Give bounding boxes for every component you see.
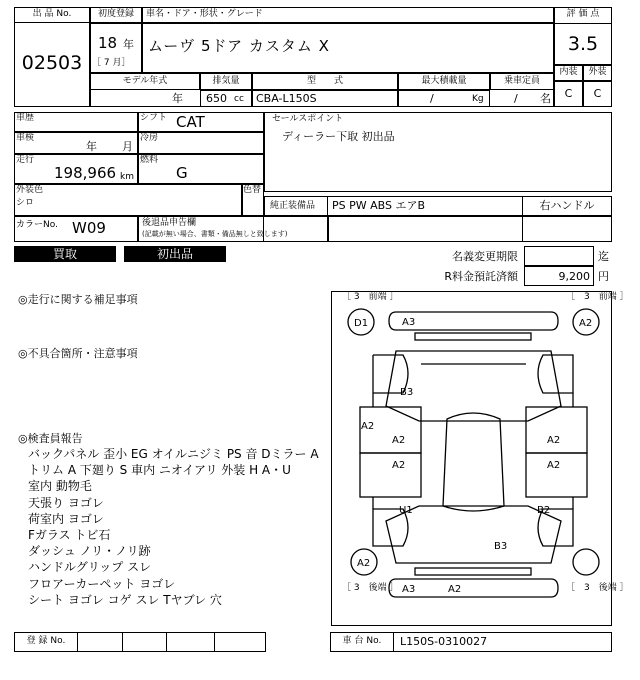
score-label: 評 価 点: [566, 9, 600, 19]
mark-left-quarter: U1: [399, 505, 413, 516]
divider: [122, 632, 123, 652]
tag-first-listing: 初出品: [124, 246, 226, 262]
driving-notes-label: ◎走行に関する補足事項: [18, 293, 138, 306]
divider: [522, 216, 523, 242]
model-year-label: モデル年式: [122, 76, 168, 86]
defect-notes-label: ◎不具合箇所・注意事項: [18, 347, 138, 360]
inspection-label: 車検: [16, 133, 35, 143]
max-load-label: 最大積載量: [421, 76, 467, 86]
aftermarket-entry-cell: [328, 216, 612, 242]
chassis-value: L150S-0310027: [400, 635, 488, 648]
inspector-line: 室内 動物毛: [28, 479, 92, 494]
inspector-line: ダッシュ ノリ・ノリ跡: [28, 544, 151, 559]
mark-right-rear-door: A2: [547, 460, 561, 471]
capacity-unit: 名: [540, 92, 551, 105]
lot-label: 出 品 No.: [32, 9, 72, 19]
load-slash: /: [430, 92, 434, 105]
equipment-value: PS PW ABS エアB: [332, 199, 426, 212]
lot-number: 02503: [21, 52, 83, 74]
tag-purchase: 買取: [14, 246, 116, 262]
score-value: 3.5: [567, 33, 599, 55]
mark-rear-panel: B3: [494, 541, 508, 552]
fuel-label: 燃料: [140, 155, 159, 165]
capacity-label: 乗車定員: [503, 76, 540, 86]
mark-rear-left-corner: A2: [357, 558, 371, 569]
color-no-label: カラーNo.: [16, 220, 58, 230]
history-label: 車歴: [16, 113, 35, 123]
mark-left-rear-door: A2: [392, 460, 406, 471]
steering-value: 右ハンドル: [539, 199, 595, 212]
interior-grade: C: [564, 87, 573, 100]
recycle-value: 9,200: [558, 270, 590, 283]
fuel-value: G: [176, 164, 188, 182]
ext-color-value: シロ: [16, 198, 35, 208]
inspector-line: フロアーカーペット ヨゴレ: [28, 576, 176, 591]
displacement-value: 650: [206, 92, 227, 105]
exterior-grade: C: [593, 87, 602, 100]
interior-label: 内装: [559, 67, 578, 77]
capacity-slash: /: [514, 92, 518, 105]
name-change-box: [524, 246, 594, 266]
mileage-unit: km: [120, 172, 134, 182]
displacement-label: 排気量: [212, 76, 240, 86]
car-name: ムーヴ 5ドア カスタム X: [148, 37, 330, 55]
inspector-line: トリム A 下廻り S 車内 ニオイアリ 外装 H A・U: [28, 463, 291, 478]
mark-right-quarter: B2: [537, 505, 551, 516]
mark-right-front-door: A2: [547, 435, 561, 446]
recycle-label: R料金預託済額: [444, 270, 518, 283]
repaint-label: 色替: [243, 185, 262, 195]
mark-front-bumper: A3: [402, 317, 416, 328]
displacement-unit: cc: [234, 94, 244, 104]
aftermarket-label: 後退品申告欄: [142, 218, 197, 228]
first-reg-month: ［ 7 月］: [92, 58, 131, 68]
ext-color-cell: [14, 184, 242, 216]
inspector-line: 天張り ヨゴレ: [28, 495, 104, 510]
inspector-line: Fガラス トビ石: [28, 528, 111, 543]
mark-front-left-corner: D1: [354, 318, 369, 329]
corner-label-tr: ［ 3 前端 ］: [566, 292, 629, 302]
mileage-value: 198,966: [54, 164, 117, 182]
inspection-year: 年: [86, 140, 97, 153]
sales-point-label: セールスポイント: [272, 114, 344, 124]
inspector-line: シート ヨゴレ コゲ スレ Tヤブレ 穴: [28, 592, 222, 607]
aftermarket-note: (記載が無い場合、書類・備品無しと致します): [142, 230, 288, 238]
shift-value: CAT: [176, 113, 205, 131]
model-code: CBA-L150S: [256, 92, 317, 105]
corner-label-br: ［ 3 後端 ］: [566, 583, 629, 593]
name-change-suffix: 迄: [598, 250, 609, 263]
mark-rear-bumper-left: A3: [402, 584, 416, 595]
mark-left-front-fender: B3: [400, 387, 414, 398]
chassis-label: 車 台 No.: [342, 636, 382, 646]
first-reg-label: 初度登録: [97, 9, 134, 19]
reg-no-label: 登 録 No.: [26, 636, 66, 646]
recycle-unit: 円: [598, 270, 609, 283]
ext-color-label: 外装色: [16, 185, 44, 195]
shift-label: シフト: [140, 113, 168, 123]
first-reg-year: 18: [98, 34, 118, 52]
corner-label-tl: ［ 3 前端 ］: [342, 292, 399, 302]
mark-front-right-corner: A2: [579, 318, 593, 329]
ac-label: 冷房: [140, 133, 159, 143]
equipment-label: 純正装備品: [270, 201, 316, 211]
exterior-label: 外装: [588, 67, 607, 77]
sales-point-text: ディーラー下取 初出品: [282, 130, 395, 143]
mark-rear-bumper-right: A2: [448, 584, 462, 595]
mark-left-front-door: A2: [392, 435, 406, 446]
color-no-value: W09: [72, 219, 106, 237]
damage-diagram: [331, 291, 629, 626]
corner-label-bl: ［ 3 後端 ］: [342, 583, 399, 593]
model-label: 型 式: [306, 76, 343, 86]
mileage-label: 走行: [16, 155, 35, 165]
inspector-line: 荷室内 ヨゴレ: [28, 511, 104, 526]
load-unit: Kg: [472, 94, 484, 104]
mark-left-front-door-edge: A2: [361, 421, 375, 432]
divider: [214, 632, 215, 652]
inspection-month: 月: [122, 140, 133, 153]
divider: [166, 632, 167, 652]
name-change-label: 名義変更期限: [452, 250, 518, 263]
inspector-line: ハンドルグリップ スレ: [28, 560, 152, 575]
name-label: 車名・ドア・形状・グレード: [146, 9, 263, 19]
car-diagram-svg: [332, 292, 629, 625]
inspector-label: ◎検査員報告: [18, 432, 83, 445]
inspector-line: バックパネル 歪小 EG オイルニジミ PS 音 Dミラー A: [28, 447, 319, 461]
model-year-unit: 年: [172, 92, 183, 105]
first-reg-year-unit: 年: [123, 38, 134, 51]
inspector-report: [28, 446, 319, 608]
